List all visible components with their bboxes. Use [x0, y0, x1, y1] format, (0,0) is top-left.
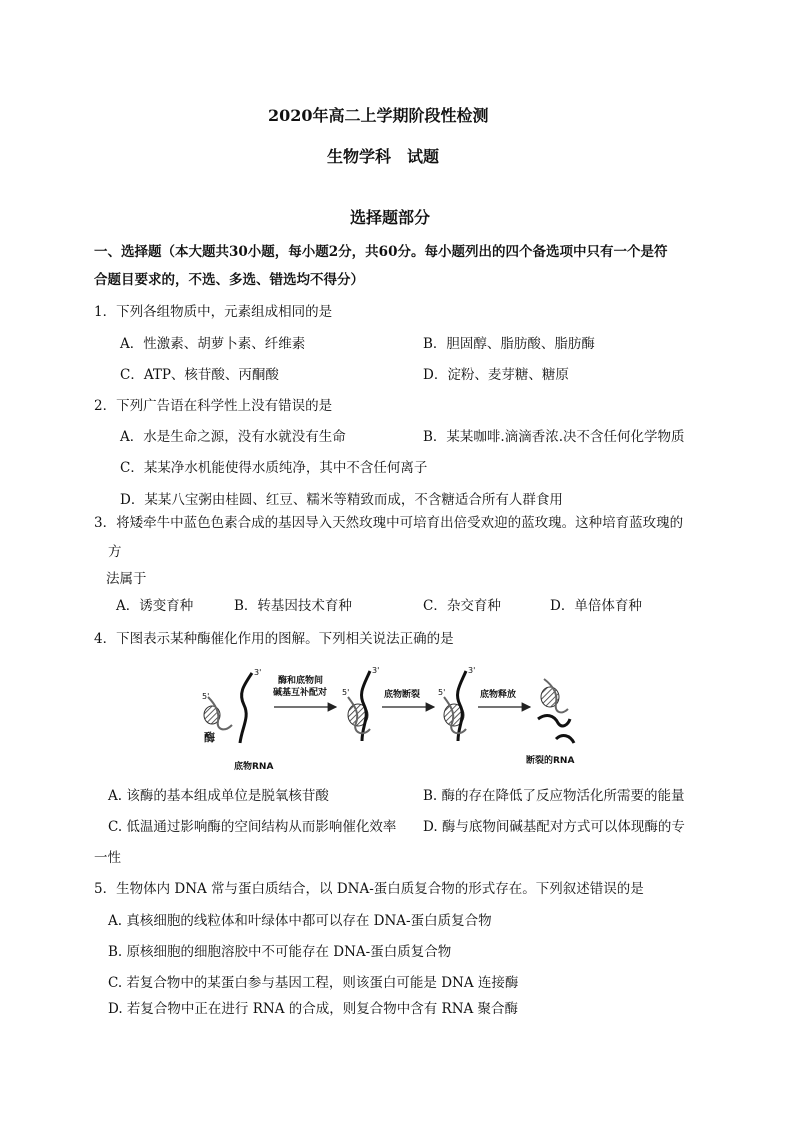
question-2-option-a[interactable]: A．水是生命之源，没有水就没有生命: [120, 429, 346, 445]
step-2-label: 底物断裂: [384, 690, 421, 700]
enzyme-catalysis-figure: [198, 663, 618, 775]
question-2-option-d[interactable]: D．某某八宝粥由桂圆、红豆、糯米等精致而成，不含糖适合所有人群食用: [120, 492, 563, 508]
question-5-option-b[interactable]: B. 原核细胞的细胞溶胶中不可能存在 DNA-蛋白质复合物: [108, 944, 452, 960]
question-4-option-d[interactable]: D. 酶与底物间碱基配对方式可以体现酶的专: [423, 819, 685, 835]
question-1-stem: 1．下列各组物质中，元素组成相同的是: [94, 304, 333, 320]
question-3-stem-cont-2: 法属于: [106, 571, 147, 587]
question-3-option-c[interactable]: C．杂交育种: [423, 598, 501, 614]
stage-4-product-release: [526, 679, 574, 766]
question-4-option-b[interactable]: B. 酶的存在降低了反应物活化所需要的能量: [423, 788, 685, 804]
question-1-option-b[interactable]: B．胆固醇、脂肪酸、脂肪酶: [423, 336, 595, 352]
question-4-option-c[interactable]: C. 低温通过影响酶的空间结构从而影响催化效率: [108, 819, 397, 835]
step-1-label-line-2: 碱基互补配对: [273, 688, 328, 698]
stage-1-five-prime-label: 5': [202, 692, 210, 701]
page-title: 2020年高二上学期阶段性检测: [268, 106, 489, 125]
stage-3-substrate-cleavage: [438, 666, 475, 741]
question-4-option-a[interactable]: A. 该酶的基本组成单位是脱氧核苷酸: [108, 788, 329, 804]
question-4-option-d-cont: 一性: [94, 850, 121, 866]
question-2-stem: 2．下列广告语在科学性上没有错误的是: [94, 398, 333, 414]
stage-1-three-prime-label: 3': [254, 668, 262, 677]
instructions-line-2: 合题目要求的，不选、多选、错选均不得分）: [94, 272, 364, 288]
stage-3-three-prime-label: 3': [468, 666, 476, 675]
question-1-option-d[interactable]: D．淀粉、麦芽糖、糖原: [423, 367, 569, 383]
question-3-option-b[interactable]: B．转基因技术育种: [234, 598, 352, 614]
stage-2-base-pairing: [342, 666, 379, 741]
question-2-option-b[interactable]: B．某某咖啡.滴滴香浓.决不含任何化学物质: [423, 429, 685, 445]
question-5-stem: 5．生物体内 DNA 常与蛋白质结合，以 DNA-蛋白质复合物的形式存在。下列叙述错误的是: [94, 881, 644, 897]
step-3-label: 底物释放: [480, 690, 517, 700]
stage-2-three-prime-label: 3': [372, 666, 380, 675]
question-5-option-a[interactable]: A. 真核细胞的线粒体和叶绿体中都可以存在 DNA-蛋白质复合物: [108, 913, 492, 929]
stage-3-five-prime-label: 5': [438, 688, 446, 697]
stage-2-five-prime-label: 5': [342, 688, 350, 697]
question-3-option-a[interactable]: A．诱变育种: [116, 598, 194, 614]
question-3-stem-cont: 方: [108, 544, 122, 560]
question-3-stem: 3．将矮牵牛中蓝色色素合成的基因导入天然玫瑰中可培育出倍受欢迎的蓝玫瑰。这种培育蓝玫瑰的: [94, 515, 684, 531]
broken-rna-label: 断裂的RNA: [526, 756, 575, 766]
section-heading: 选择题部分: [350, 208, 431, 227]
stage-1-enzyme-and-substrate: [202, 668, 273, 772]
page-subtitle: 生物学科 试题: [327, 147, 440, 166]
instructions-line-1: 一、选择题（本大题共30小题，每小题2分，共60分。每小题列出的四个备选项中只有一个是符: [94, 244, 668, 260]
substrate-rna-label: 底物RNA: [234, 762, 274, 772]
question-1-option-a[interactable]: A．性激素、胡萝卜素、纤维素: [120, 336, 306, 352]
question-5-option-c[interactable]: C. 若复合物中的某蛋白参与基因工程，则该蛋白可能是 DNA 连接酶: [108, 975, 519, 991]
question-1-option-c[interactable]: C．ATP、核苷酸、丙酮酸: [120, 367, 279, 383]
question-3-option-d[interactable]: D．单倍体育种: [550, 598, 642, 614]
enzyme-label: 酶: [204, 731, 215, 744]
question-2-option-c[interactable]: C．某某净水机能使得水质纯净，其中不含任何离子: [120, 460, 428, 476]
step-1-label-line-1: 酶和底物间: [278, 676, 324, 686]
question-4-stem: 4．下图表示某种酶催化作用的图解。下列相关说法正确的是: [94, 631, 454, 647]
question-5-option-d[interactable]: D. 若复合物中正在进行 RNA 的合成，则复合物中含有 RNA 聚合酶: [108, 1001, 519, 1017]
